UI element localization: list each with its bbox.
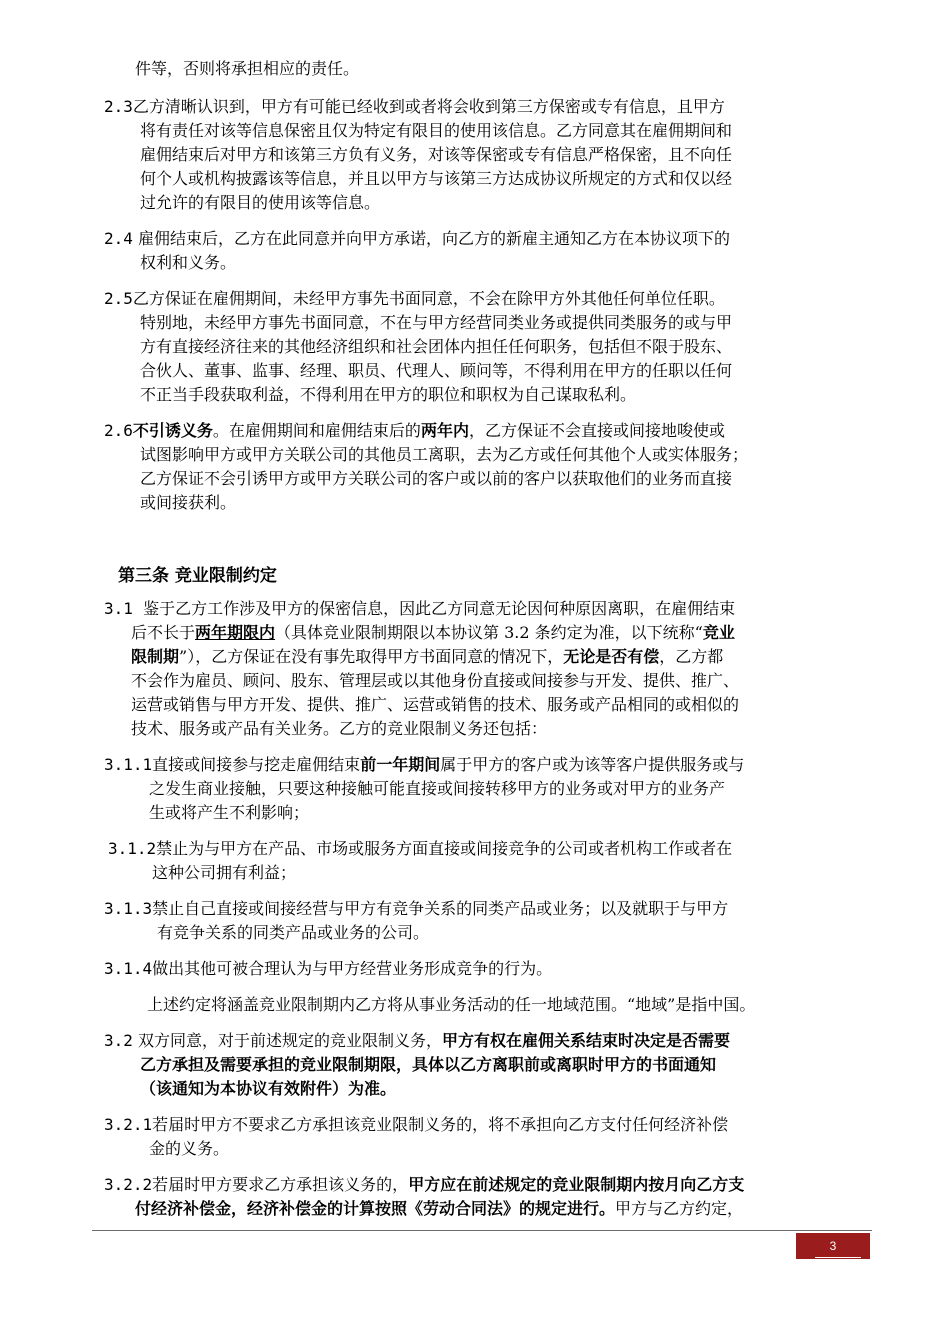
text-line: 有竞争关系的同类产品或业务的公司。 (157, 923, 430, 942)
clause-number: 3.1 (104, 599, 133, 618)
clause-2-5: 2.5乙方保证在雇佣期间，未经甲方事先书面同意，不会在除甲方外其他任何单位任职。 (104, 289, 725, 308)
clause-number: 3.2.2 (104, 1175, 153, 1194)
text-line: 不会作为雇员、顾问、股东、管理层或以其他身份直接或间接参与开发、提供、推广、 (131, 671, 740, 690)
text-line: 方有直接经济往来的其他经济组织和社会团体内担任任何职务，包括但不限于股东、 (140, 337, 733, 356)
footer-divider (92, 1230, 872, 1231)
page-number-badge (796, 1233, 870, 1259)
text-line: 合伙人、董事、监事、经理、职员、代理人、顾问等，不得利用在甲方的任职以任何 (140, 361, 733, 380)
text-line: 金的义务。 (149, 1139, 230, 1158)
text-line: 乙方承担及需要承担的竞业限制期限，具体以乙方离职前或离职时甲方的书面通知 (140, 1055, 717, 1074)
text-line: 后不长于两年期限内（具体竞业限制期限以本协议第 3.2 条约定为准，以下统称“竞业 (131, 623, 735, 642)
text-line: 乙方保证不会引诱甲方或甲方关联公司的客户或以前的客户以获取他们的业务而直接 (140, 469, 733, 488)
text-line: 或间接获利。 (140, 493, 237, 512)
clause-number: 3.2.1 (104, 1115, 153, 1134)
text-line: 限制期”），乙方保证在没有事先取得甲方书面同意的情况下，无论是否有偿，乙方都 (131, 647, 724, 666)
text-line: （该通知为本协议有效附件）为准。 (140, 1079, 397, 1098)
clause-number: 3.1.2 (108, 839, 157, 858)
clause-2-4: 2.4 雇佣结束后，乙方在此同意并向甲方承诺，向乙方的新雇主通知乙方在本协议项下的 (104, 229, 731, 248)
clause-3-1-3: 3.1.3禁止自己直接或间接经营与甲方有竞争关系的同类产品或业务；以及就职于与甲方 (104, 899, 729, 918)
clause-3-2: 3.2 双方同意，对于前述规定的竞业限制义务，甲方有权在雇佣关系结束时决定是否需要 (104, 1031, 731, 1050)
clause-2-6: 2.6不引诱义务。在雇佣期间和雇佣结束后的两年内，乙方保证不会直接或间接地唆使或 (104, 421, 725, 440)
text-line: 过允许的有限目的使用该等信息。 (140, 193, 381, 212)
clause-number: 3.1.4 (104, 959, 153, 978)
text-line: 权利和义务。 (140, 253, 237, 272)
text-line: 付经济补偿金，经济补偿金的计算按照《劳动合同法》的规定进行。甲方与乙方约定， (135, 1199, 744, 1218)
clause-3-2-1: 3.2.1若届时甲方不要求乙方承担该竞业限制义务的，将不承担向乙方支付任何经济补偿 (104, 1115, 729, 1134)
section-heading: 第三条 竞业限制约定 (118, 566, 277, 586)
text-line: 件等，否则将承担相应的责任。 (135, 59, 360, 78)
clause-number: 2.6 (104, 421, 133, 440)
text-line: 不正当手段获取利益，不得利用在甲方的职位和职权为自己谋取私利。 (140, 385, 637, 404)
text-line: 生或将产生不利影响； (149, 803, 310, 822)
clause-3-1-2: 3.1.2禁止为与甲方在产品、市场或服务方面直接或间接竞争的公司或者机构工作或者在 (108, 839, 733, 858)
text-line: 雇佣结束后对甲方和该第三方负有义务，对该等保密或专有信息严格保密，且不向任 (140, 145, 733, 164)
clause-number: 2.4 (104, 229, 133, 248)
clause-3-1-4: 3.1.4做出其他可被合理认为与甲方经营业务形成竞争的行为。 (104, 959, 553, 978)
text-line: 将有责任对该等信息保密且仅为特定有限目的使用该信息。乙方同意其在雇佣期间和 (140, 121, 733, 140)
clause-3-2-2: 3.2.2若届时甲方要求乙方承担该义务的，甲方应在前述规定的竞业限制期内按月向乙方支 (104, 1175, 745, 1194)
clause-3-1-1: 3.1.1直接或间接参与挖走雇佣结束前一年期间属于甲方的客户或为该等客户提供服务或与 (104, 755, 745, 774)
page-number: 3 (829, 1239, 837, 1253)
clause-number: 3.1.1 (104, 755, 153, 774)
region-note: 上述约定将涵盖竞业限制期内乙方将从事业务活动的任一地域范围。“地域”是指中国。 (147, 995, 756, 1014)
clause-number: 2.5 (104, 289, 133, 308)
text-line: 之发生商业接触，只要这种接触可能直接或间接转移甲方的业务或对甲方的业务产 (149, 779, 726, 798)
text-line: 何个人或机构披露该等信息，并且以甲方与该第三方达成协议所规定的方式和仅以经 (140, 169, 733, 188)
text-line: 试图影响甲方或甲方关联公司的其他员工离职，去为乙方或任何其他个人或实体服务； (140, 445, 749, 464)
text-line: 特别地，未经甲方事先书面同意，不在与甲方经营同类业务或提供同类服务的或与甲 (140, 313, 733, 332)
clause-2-3: 2.3乙方清晰认识到，甲方有可能已经收到或者将会收到第三方保密或专有信息，且甲方 (104, 97, 725, 116)
clause-3-1: 3.1 鉴于乙方工作涉及甲方的保密信息，因此乙方同意无论因何种原因离职，在雇佣结束 (104, 599, 736, 618)
text-line: 运营或销售与甲方开发、提供、推广、运营或销售的技术、服务或产品相同的或相似的 (131, 695, 740, 714)
text-line: 这种公司拥有利益； (152, 863, 297, 882)
clause-number: 3.2 (104, 1031, 133, 1050)
clause-number: 2.3 (104, 97, 133, 116)
page-number-underline (815, 1257, 861, 1258)
clause-number: 3.1.3 (104, 899, 153, 918)
text-line: 技术、服务或产品有关业务。乙方的竞业限制义务还包括： (131, 719, 548, 738)
